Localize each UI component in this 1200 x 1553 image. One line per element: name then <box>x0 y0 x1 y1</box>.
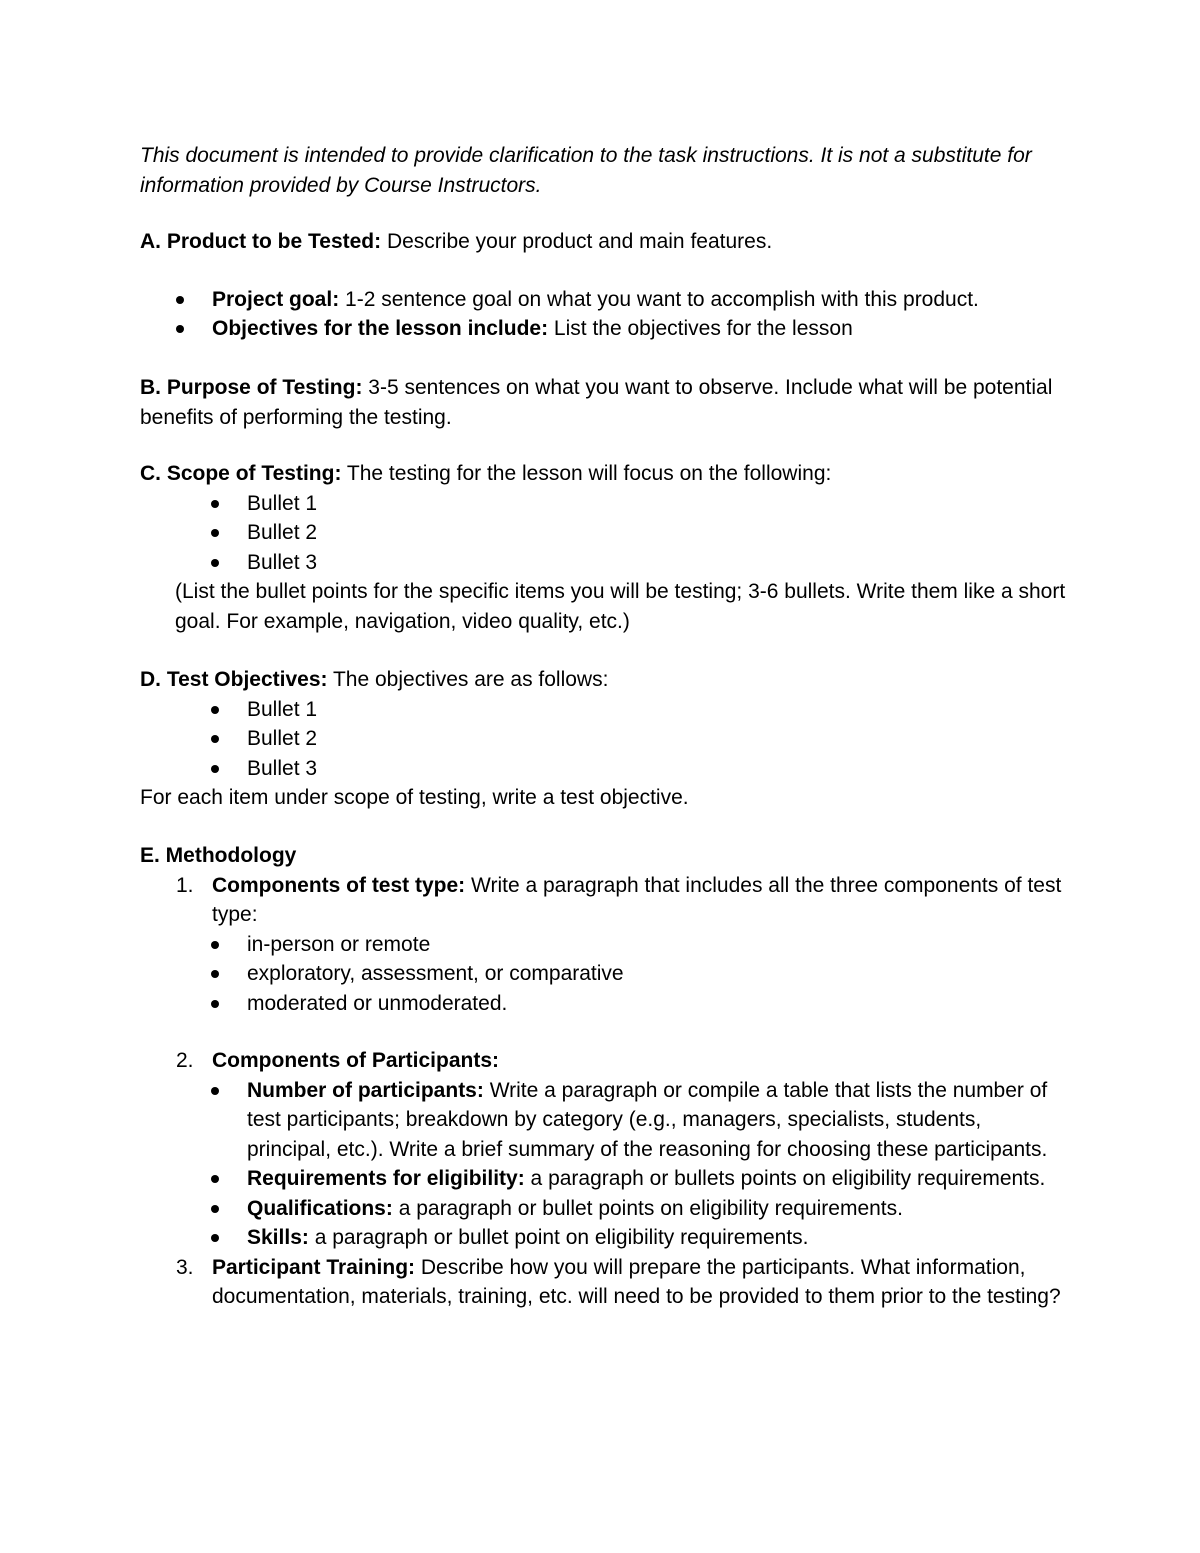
item-text: a paragraph or bullet point on eligibility requirements. <box>308 1226 809 1249</box>
item-text: a paragraph or bullets points on eligibility requirements. <box>524 1167 1046 1190</box>
list-item: Bullet 1 <box>140 695 1070 725</box>
section-d-list <box>140 695 1070 784</box>
list-item <box>140 1076 1070 1165</box>
section-c-heading: C. Scope of Testing: <box>140 462 342 485</box>
section-d-note: For each item under scope of testing, write a test objective. <box>140 786 689 809</box>
item-number: 2. <box>176 1049 194 1072</box>
section-d <box>140 665 1070 813</box>
list-item: in-person or remote <box>140 930 1070 960</box>
section-a <box>140 227 1070 344</box>
list-item: Bullet 3 <box>140 754 1070 784</box>
item-label: Skills: <box>247 1226 309 1249</box>
methodology-item-3 <box>140 1253 1070 1312</box>
section-e-heading: E. Methodology <box>140 844 297 867</box>
item-text: Describe how you will prepare the participants. What information, documentation, materials, training, etc. will need to be provided to them prior to the testing? <box>212 1255 1061 1308</box>
section-a-paragraph <box>140 227 1070 257</box>
methodology-list-2 <box>140 1046 1070 1076</box>
section-c-list <box>140 489 1070 578</box>
section-b-heading: B. Purpose of Testing: <box>140 376 363 399</box>
section-b <box>140 373 1070 432</box>
section-a-heading: A. Product to be Tested: <box>140 230 382 253</box>
item-label: Components of test type: <box>212 873 466 897</box>
section-d-text: The objectives are as follows: <box>327 668 609 691</box>
list-item <box>140 1164 1070 1194</box>
test-type-list <box>140 930 1070 1019</box>
item-label: Number of participants: <box>247 1078 484 1102</box>
list-item: Bullet 3 <box>140 548 1070 578</box>
item-label: Project goal: <box>212 287 340 311</box>
item-text: Write a paragraph that includes all the three components of test type: <box>212 873 1062 926</box>
item-label: Requirements for eligibility: <box>247 1167 525 1190</box>
item-label: Objectives for the lesson include: <box>212 317 549 340</box>
list-item: Bullet 2 <box>140 724 1070 754</box>
item-number: 3. <box>176 1255 194 1279</box>
section-e <box>140 841 1070 1312</box>
section-d-paragraph <box>140 665 1070 695</box>
section-c-paragraph <box>140 459 1070 489</box>
item-text: Write a paragraph or compile a table that lists the number of test participants; breakdown by category (e.g., managers, specialists, students, principal, etc.). Write a brief summary of the reasoning for choosing these participants. <box>247 1078 1048 1161</box>
section-c <box>140 459 1070 636</box>
item-text: a paragraph or bullet points on eligibility requirements. <box>392 1196 903 1220</box>
list-item <box>140 314 1070 344</box>
methodology-list <box>140 871 1070 930</box>
item-text: List the objectives for the lesson <box>548 317 853 340</box>
list-item: exploratory, assessment, or comparative <box>140 959 1070 989</box>
item-label: Qualifications: <box>247 1196 393 1220</box>
list-item: Bullet 2 <box>140 518 1070 548</box>
section-b-paragraph <box>140 373 1070 432</box>
list-item <box>140 285 1070 315</box>
methodology-item-2 <box>140 1046 1070 1076</box>
item-number: 1. <box>176 873 194 897</box>
list-item <box>140 1194 1070 1224</box>
section-c-note: (List the bullet points for the specific items you will be testing; 3-6 bullets. Write them like a short goal. For example, navigation, video quality, etc.) <box>175 580 1066 633</box>
section-d-heading: D. Test Objectives: <box>140 668 328 691</box>
list-item <box>140 1223 1070 1253</box>
section-a-text: Describe your product and main features. <box>381 230 773 253</box>
section-c-text: The testing for the lesson will focus on the following: <box>341 462 832 485</box>
section-a-list <box>140 285 1070 344</box>
list-item: moderated or unmoderated. <box>140 989 1070 1019</box>
section-b-text: 3-5 sentences on what you want to observe. Include what will be potential benefits of performing the testing. <box>140 376 1053 429</box>
methodology-item-1 <box>140 871 1070 930</box>
methodology-list-3 <box>140 1253 1070 1312</box>
item-label: Participant Training: <box>212 1255 416 1279</box>
intro-note: This document is intended to provide clarification to the task instructions. It is not a substitute for information provided by Course Instructors. <box>140 144 1032 197</box>
item-text: 1-2 sentence goal on what you want to accomplish with this product. <box>339 287 979 311</box>
list-item: Bullet 1 <box>140 489 1070 519</box>
item-label: Components of Participants: <box>212 1049 500 1072</box>
participants-list <box>140 1076 1070 1253</box>
